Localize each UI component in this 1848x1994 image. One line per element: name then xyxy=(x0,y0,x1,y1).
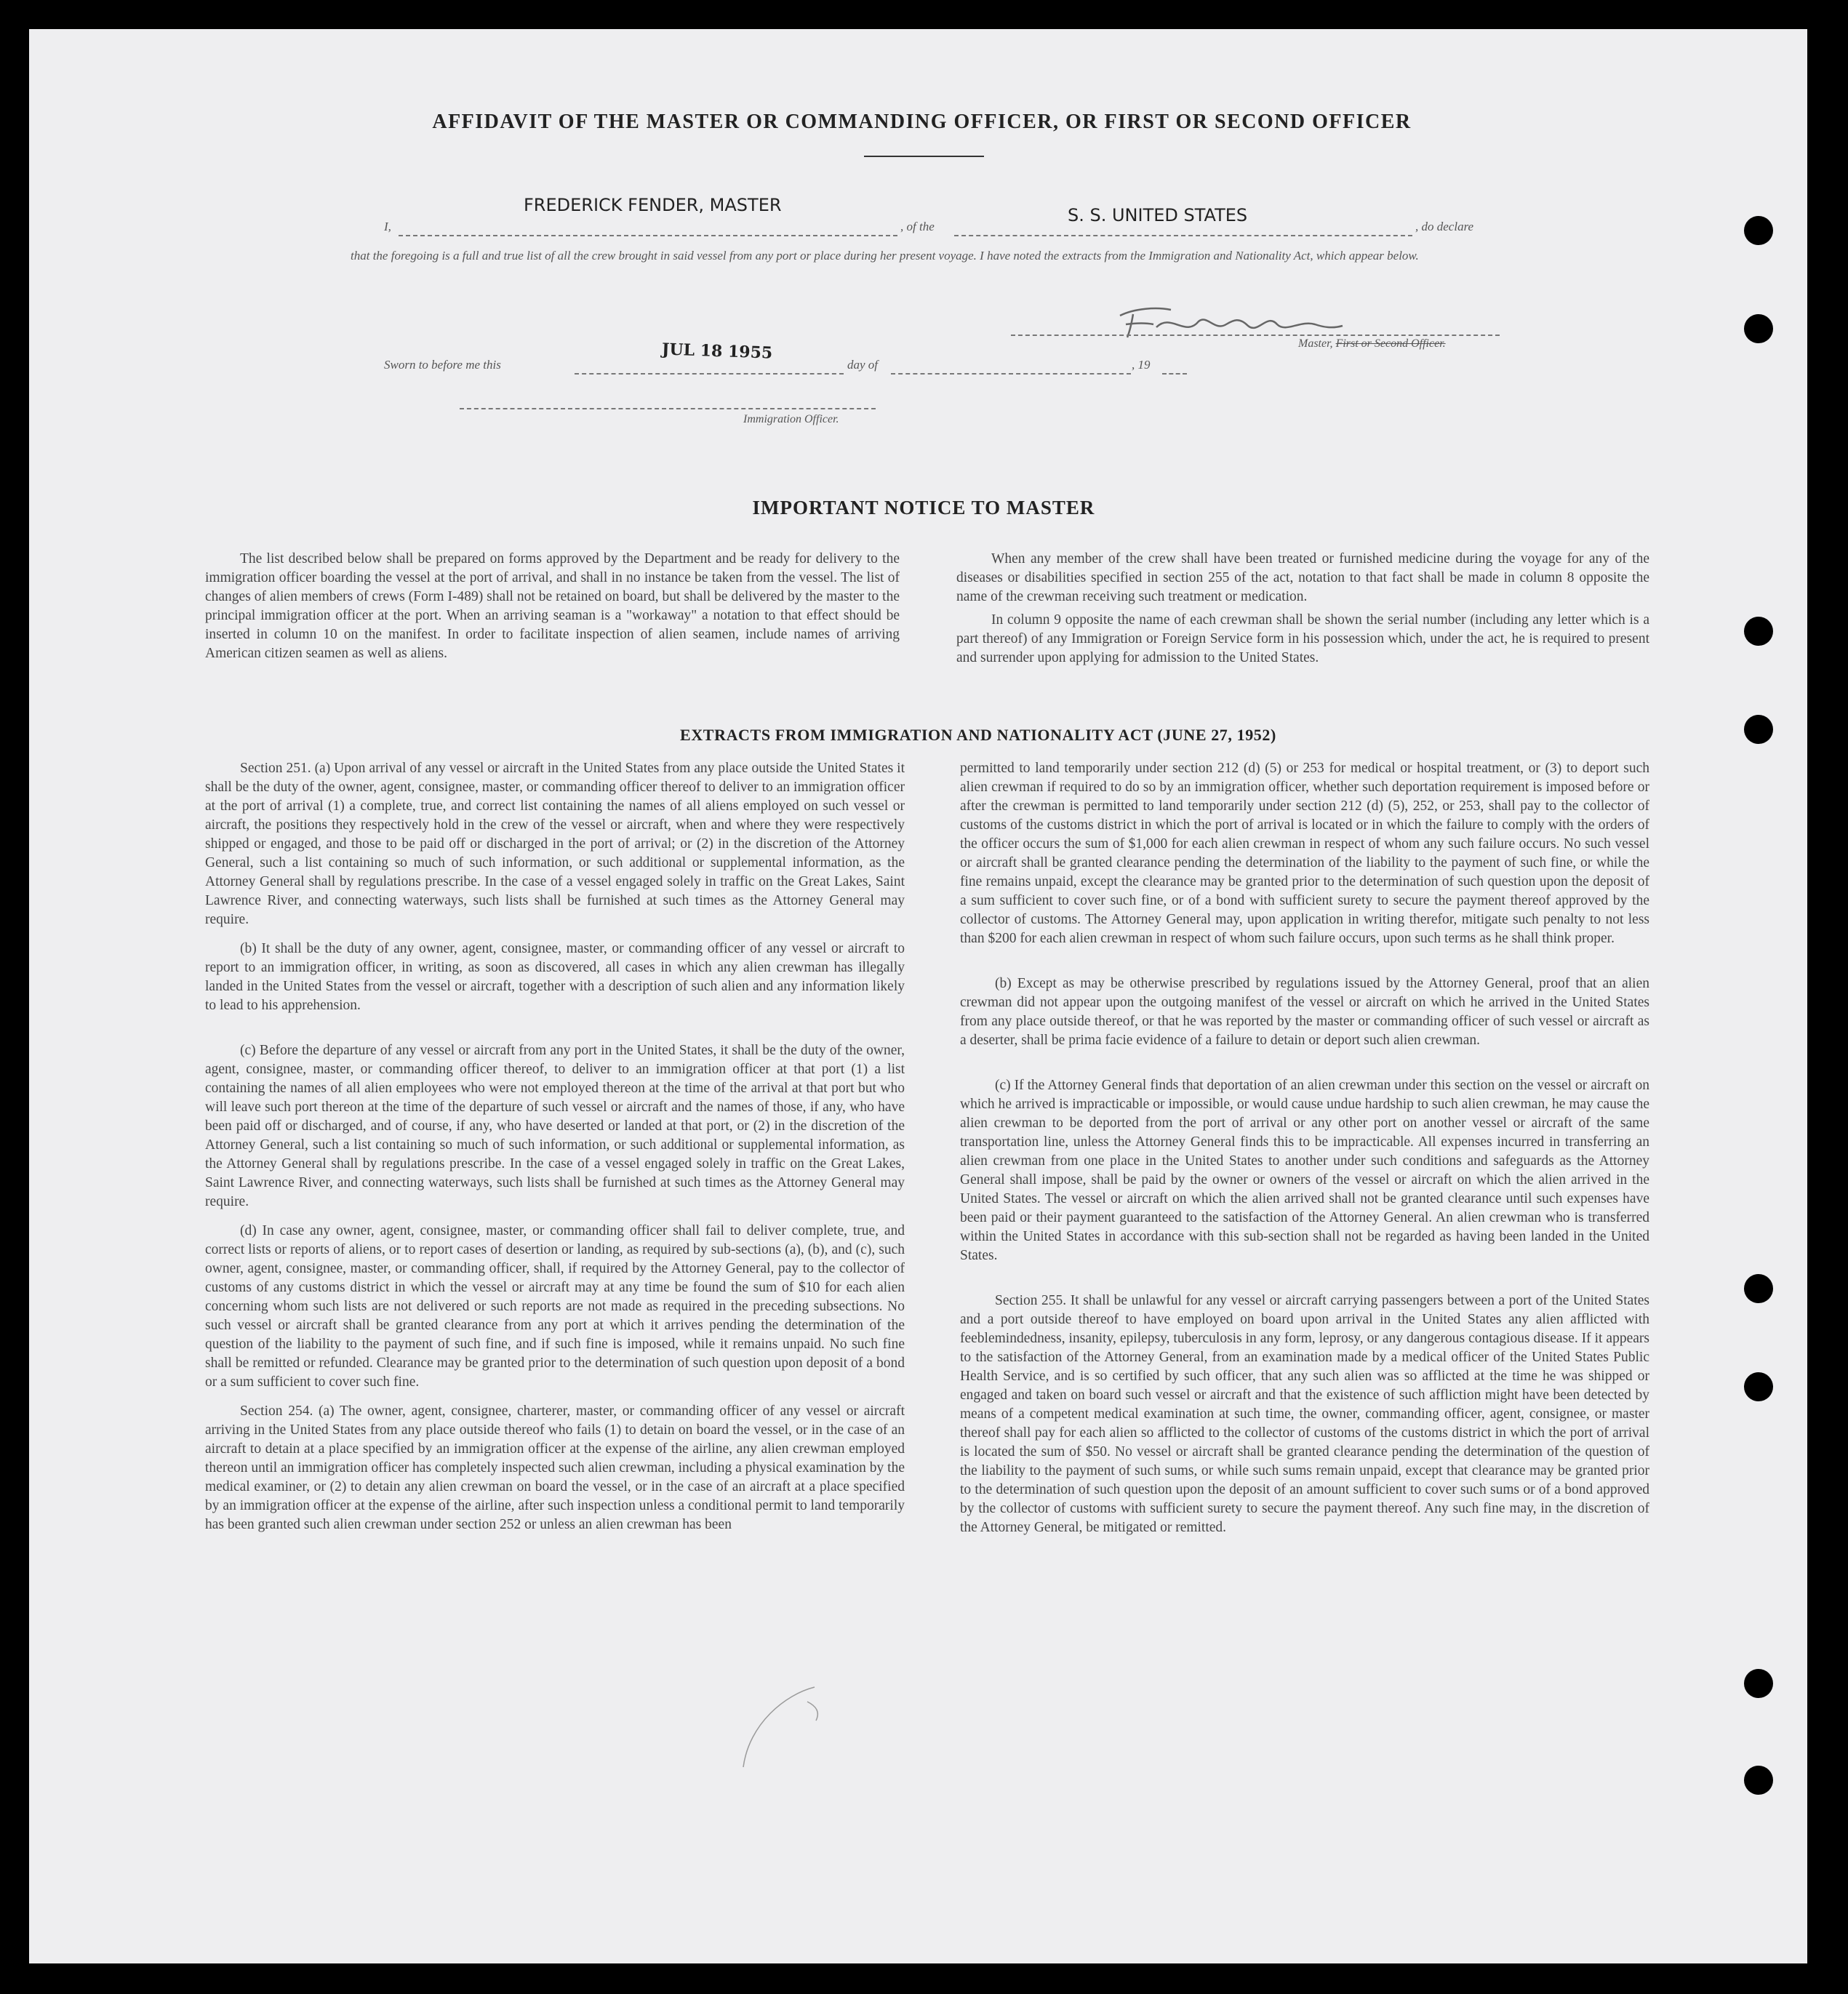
signature-caption xyxy=(1298,337,1446,351)
caption-struck-officer: First or Second Officer. xyxy=(1335,337,1446,350)
i-label: I, xyxy=(384,220,391,233)
section-254-a-cont: permitted to land temporarily under section 212 (d) (5) or 253 for medical or hospital treatment, or (3) to deport such alien crewman if required to do so by an immigration officer, whether such deportation requirement is imposed before or after the crewman is permitted to land temporarily under section 212 (d) (5), 252, or 253, shall pay to the collector of customs of the customs district in which the port of arrival is located or in which the failure to comply with the orders of the officer occurs the sum of $1,000 for each alien crewman in respect of whom any such failure occurs. No such vessel or aircraft shall be granted clearance pending the determination of the liability to the payment of such fine, or while the fine remains unpaid, except the clearance may be granted prior to the determination of such question upon the deposit of a sum sufficient to cover such fine, or of a bond with sufficient surety to secure the payment thereof approved by the collector of customs. The Attorney General may, upon application in writing therefor, mitigate such penalty to not less than $200 for each alien crewman in respect of whom such failure occurs, upon such terms as he shall think proper. xyxy=(960,761,1649,946)
punch-hole xyxy=(1744,1372,1773,1401)
notice-left-paragraph: The list described below shall be prepared on forms approved by the Department and be ready for delivery to the immigration officer boarding the vessel at the port of arrival, and shall in no instance be taken from the vessel. The list of changes of alien members of crews (Form I-489) shall not be retained on board, but shall be delivered by the master to the principal immigration officer at the port. When an arriving seaman is a "workaway" a notation to that effect should be inserted in column 10 on the manifest. In order to facilitate inspection of alien seamen, include names of arriving American citizen seamen as well as aliens. xyxy=(205,551,900,661)
caption-master: Master, xyxy=(1298,337,1336,350)
punch-hole xyxy=(1744,715,1773,744)
of-the-label: , of the xyxy=(900,220,935,233)
year-label: , 19 xyxy=(1132,358,1151,372)
punch-hole xyxy=(1744,1669,1773,1698)
declaration-text: that the foregoing is a full and true list of all the crew brought in said vessel from any port or place during her present voyage. I have noted the extracts from the Immigration and Nationality Act, which appear below. xyxy=(351,249,1419,263)
section-255: Section 255. It shall be unlawful for any vessel or aircraft carrying passengers between a port of the United States and a port outside thereof to have employed on board upon arrival in the United States any alien afflicted with feeblemindedness, insanity, epilepsy, tuberculosis in any form, leprosy, or any dangerous contagious disease. If it appears to the satisfaction of the Attorney General, from an examination made by a medical officer of the United States Public Health Service, and is so certified by such officer, that any such alien was so afflicted at the time he was shipped or engaged and taken on board such vessel or aircraft and that the existence of such affliction might have been detected by means of a competent medical examination at such time, the owner, commanding officer, agent, consignee, or master thereof shall pay for each alien so afflicted to the collector of customs of the customs district in which the port of arrival is located the sum of $50. No vessel or aircraft shall be granted clearance pending the determination of the question of the liability to the payment of such sums, or while such sums remain unpaid, except that clearance may be granted prior to the determination of such question upon the deposit of an amount sufficient to cover such sums or of a bond approved by the collector of customs with sufficient surety to secure the payment thereof. Any such fine may, in the discretion of the Attorney General, be mitigated or remitted. xyxy=(960,1293,1649,1535)
sworn-label: Sworn to before me this xyxy=(384,358,501,372)
master-name: FREDERICK FENDER, MASTER xyxy=(524,195,782,215)
extracts-left-column xyxy=(205,759,905,1545)
day-of-label: day of xyxy=(847,358,879,372)
section-254-a: Section 254. (a) The owner, agent, consignee, charterer, master, or commanding officer of any vessel or aircraft arriving in the United States from any place outside thereof who fails (1) to detain on board the vessel, or in the case of an aircraft to detain at a place specified by an immigration officer at the expense of the airline, any alien crewman employed thereon until an immigration officer has completely inspected such alien crewman, including a physical examination by the medical examiner, or (2) to detain any alien crewman on board the vessel, or in the case of an aircraft at a place specified by an immigration officer at the expense of the airline, after such inspection unless a conditional permit to land temporarily has been granted such alien crewman under section 252 or unless an alien crewman has been xyxy=(205,1404,905,1532)
punch-hole xyxy=(1744,216,1773,245)
notice-heading: IMPORTANT NOTICE TO MASTER xyxy=(752,497,1095,518)
year-line xyxy=(1162,373,1187,375)
affidavit-title: AFFIDAVIT OF THE MASTER OR COMMANDING OFFICER, OR FIRST OR SECOND OFFICER xyxy=(432,111,1412,133)
notice-right-paragraph-1: When any member of the crew shall have been treated or furnished medicine during the voyage for any of the diseases or disabilities specified in section 255 of the act, notation to that fact shall be made in column 8 opposite the name of the crewman receiving such treatment or medication. xyxy=(956,551,1649,604)
extracts-heading: EXTRACTS FROM IMMIGRATION AND NATIONALITY ACT (JUNE 27, 1952) xyxy=(680,726,1276,744)
punch-hole xyxy=(1744,1766,1773,1795)
punch-hole xyxy=(1744,617,1773,646)
extracts-right-column xyxy=(960,759,1649,1547)
section-251-d: (d) In case any owner, agent, consignee, master, or commanding officer shall fail to deliver complete, true, and correct lists or reports of aliens, or to report cases of desertion or landing, as required by sub-sections (a), (b), and (c), such owner, agent, consignee, master, or commanding officer, shall, if required by the Attorney General, pay to the collector of customs of any customs district in which the vessel or aircraft may at any time be found the sum of $10 for each alien concerning whom such lists are not delivered or such reports are not made as required in the preceding subsections. No such vessel or aircraft shall be granted clearance from any port at which it arrives pending the determination of the question of the liability to the payment of such fine, and if such fine is imposed, while it remains unpaid. No such fine shall be remitted or refunded. Clearance may be granted prior to the determination of such question upon deposit of a bond or a sum sufficient to cover such fine. xyxy=(205,1223,905,1390)
vessel-name: S. S. UNITED STATES xyxy=(1068,205,1248,225)
section-254-b: (b) Except as may be otherwise prescribed by regulations issued by the Attorney General, proof that an alien crewman did not appear upon the outgoing manifest of the vessel or aircraft on which he arrived in the United States from any place outside thereof, or that he was reported by the master or commanding officer of such vessel or aircraft as a deserter, shall be prima facie evidence of a failure to detain or deport such alien crewman. xyxy=(960,976,1649,1048)
section-254-c: (c) If the Attorney General finds that deportation of an alien crewman under this section on the vessel or aircraft on which he arrived is impracticable or impossible, or would cause undue hardship to such alien crewman, he may cause the alien crewman to be deported from the port of arrival or any other port on another vessel or aircraft of the same transportation line, unless the Attorney General finds this to be impracticable. All expenses incurred in transferring an alien crewman from one place in the United States to another under such conditions and safeguards as the Attorney General shall impose, shall be paid by the owner or owners of the vessel or aircraft on which the alien arrived in the United States. The vessel or aircraft on which the alien arrived shall not be granted clearance until such expenses have been paid or their payment guaranteed to the satisfaction of the Attorney General. An alien crewman who is transferred within the United States in accordance with this sub-section shall not be regarded as having been landed in the United States. xyxy=(960,1078,1649,1263)
master-signature xyxy=(1105,300,1345,343)
vessel-line xyxy=(954,235,1412,236)
immigration-officer-line xyxy=(460,408,876,409)
section-251-b: (b) It shall be the duty of any owner, agent, consignee, master, or commanding officer of any vessel or aircraft to report to an immigration officer, in writing, as soon as discovered, all cases in which any alien crewman has illegally landed in the United States from the vessel or aircraft, together with a description of such alien and any information likely to lead to his apprehension. xyxy=(205,941,905,1013)
sworn-date-line xyxy=(575,373,844,375)
title-rule xyxy=(864,156,984,157)
date-stamp: JUL 18 1955 xyxy=(661,340,773,363)
signature-line xyxy=(1011,335,1500,336)
punch-hole xyxy=(1744,314,1773,343)
section-251-a: Section 251. (a) Upon arrival of any vessel or aircraft in the United States from any place outside the United States it shall be the duty of the owner, agent, consignee, master, or commanding officer thereof to deliver to an immigration officer at the port of arrival (1) a complete, true, and correct list containing the names of all aliens employed on such vessel or aircraft, the positions they respectively hold in the crew of the vessel or aircraft, when and where they were respectively shipped or engaged, and those to be paid off or discharged in the port of arrival; or (2) in the discretion of the Attorney General, such a list containing so much of such information, or such additional or supplemental information, as the Attorney General shall by regulations prescribe. In the case of a vessel engaged solely in traffic on the Great Lakes, Saint Lawrence River, and connecting waterways, such lists shall be furnished at such times as the Attorney General may require. xyxy=(205,761,905,927)
notice-right-paragraph-2: In column 9 opposite the name of each crewman shall be shown the serial number (including any letter which is a part thereof) of any Immigration or Foreign Service form in his possession which, under the act, he is required to present and surrender upon applying for admission to the United States. xyxy=(956,612,1649,665)
pencil-mark xyxy=(735,1680,844,1782)
notice-right-column xyxy=(956,550,1649,678)
notice-left-column xyxy=(205,550,900,673)
name-line xyxy=(399,235,897,236)
section-251-c: (c) Before the departure of any vessel or aircraft from any port in the United States, it shall be the duty of the owner, agent, consignee, master, or commanding officer thereof, to deliver to an immigration officer at that port (1) a list containing the names of all alien employees who were not employed thereon at the time of the arrival at that port but who will leave such port thereon at the time of the departure of such vessel or aircraft and the names of those, if any, who have been paid off or discharged, and of course, if any, who have deserted or landed at that port, or (2) in the discretion of the Attorney General, such a list containing so much of such information, or such additional or supplemental information, as the Attorney General shall by regulations prescribe. In the case of a vessel engaged solely in traffic on the Great Lakes, Saint Lawrence River, and connecting waterways, such lists shall be furnished at such times as the Attorney General may require. xyxy=(205,1043,905,1209)
do-declare-label: , do declare xyxy=(1415,220,1474,233)
immigration-officer-caption: Immigration Officer. xyxy=(743,413,839,425)
month-line xyxy=(891,373,1131,375)
punch-hole xyxy=(1744,1274,1773,1303)
